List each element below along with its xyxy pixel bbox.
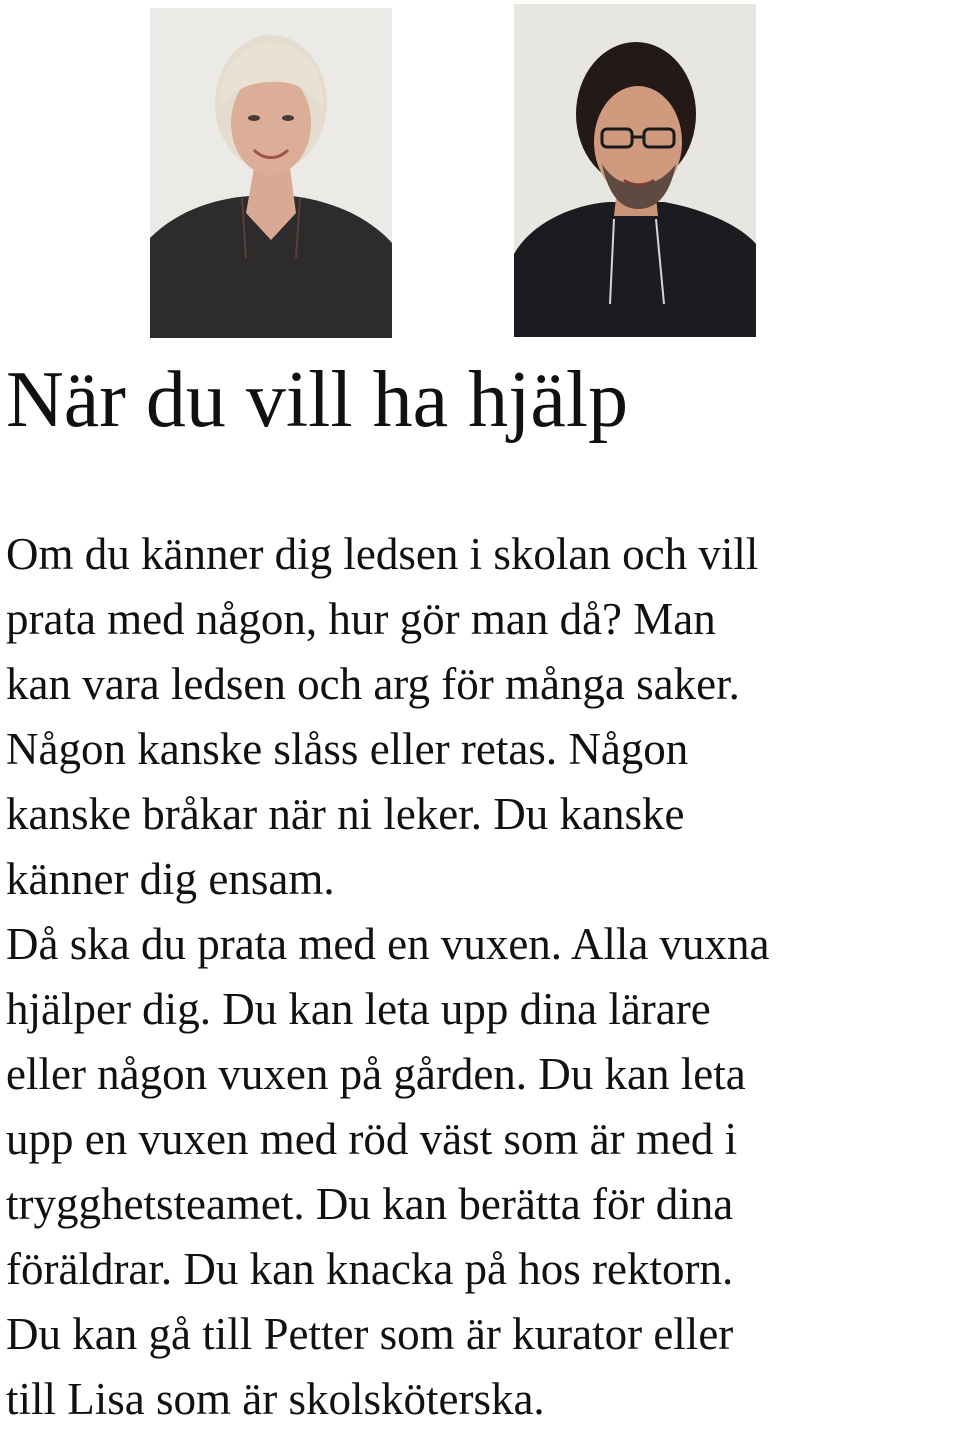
body-paragraph <box>6 522 956 1432</box>
body-line: eller någon vuxen på gården. Du kan leta <box>6 1049 746 1099</box>
portrait-woman-photo-icon <box>150 8 392 338</box>
body-line: känner dig ensam. <box>6 854 335 904</box>
body-line: Om du känner dig ledsen i skolan och vill <box>6 529 759 579</box>
portrait-man-photo-icon <box>514 4 756 337</box>
body-line: hjälper dig. Du kan leta upp dina lärare <box>6 984 711 1034</box>
body-line: Då ska du prata med en vuxen. Alla vuxna <box>6 919 770 969</box>
body-line: prata med någon, hur gör man då? Man <box>6 594 716 644</box>
portrait-photo-man <box>514 4 756 337</box>
body-line: trygghetsteamet. Du kan berätta för dina <box>6 1179 734 1229</box>
page-title: När du vill ha hjälp <box>6 356 629 444</box>
body-line: föräldrar. Du kan knacka på hos rektorn. <box>6 1244 734 1294</box>
portrait-photo-woman <box>150 8 392 338</box>
body-line: kan vara ledsen och arg för många saker. <box>6 659 740 709</box>
body-line: upp en vuxen med röd väst som är med i <box>6 1114 738 1164</box>
body-line: Någon kanske slåss eller retas. Någon <box>6 724 689 774</box>
body-line: kanske bråkar när ni leker. Du kanske <box>6 789 685 839</box>
body-line: Du kan gå till Petter som är kurator eller <box>6 1309 734 1359</box>
body-line: till Lisa som är skolsköterska. <box>6 1374 545 1424</box>
